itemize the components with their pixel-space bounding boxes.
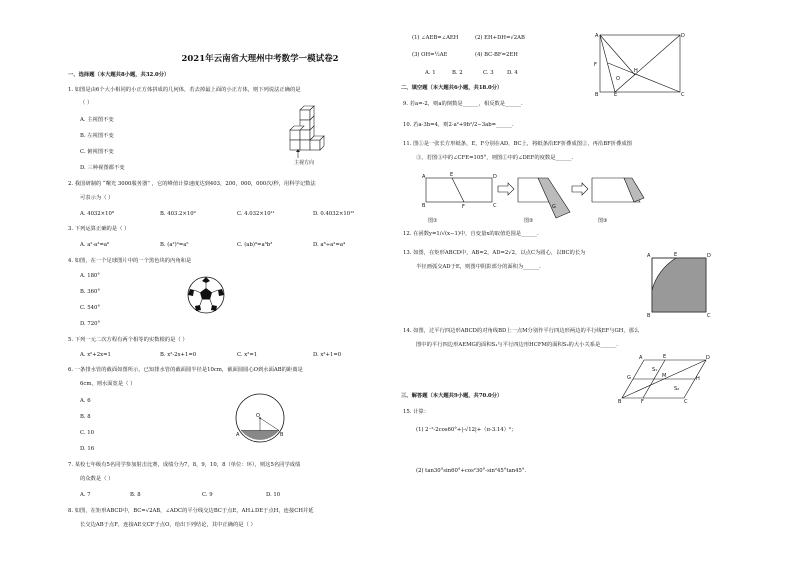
q14-label-s2: S₂	[674, 386, 680, 392]
q11-label-b: B	[422, 203, 426, 209]
q8-stem-cont: 长交边AB于点F，连接AE交CF于点O，给出下列结论，其中正确的是（ ）	[80, 522, 256, 528]
q4-stem: 4. 如图，在一个足球图片中的一个黑色块的内角和是	[68, 258, 192, 264]
q2-option-b: B. 403.2×10⁹	[160, 211, 196, 217]
q8-label-b: B	[595, 92, 599, 98]
q1-view-direction-label: 主视方向	[294, 160, 315, 166]
q1-option-b: B. 左视图不变	[80, 133, 114, 139]
q14-label-h: H	[696, 376, 700, 382]
q3-option-d: D. a⁸÷a²=a⁴	[313, 242, 346, 248]
q13-label-d: D	[707, 253, 711, 259]
q8-item-3: (3) OH=½AE	[412, 52, 448, 58]
q7-stem: 7. 某校七年级有5名同学参加射击比赛，成绩分为7，8，9，10，8（单位：环），则这5名同学成绩	[68, 462, 301, 468]
q11-stem-cont: ③，若图③中的∠CFE=105°，则图①中的∠DEF的度数是______.	[416, 155, 574, 161]
q4-option-c: C. 540°	[80, 305, 100, 311]
q14-parallelogram-figure	[618, 352, 710, 404]
q4-option-b: B. 360°	[80, 289, 101, 295]
q6-option-c: C. 10	[80, 430, 94, 436]
q11-label-a: A	[422, 174, 426, 180]
q4-option-a: A. 180°	[80, 273, 100, 279]
q6-option-b: B. 8	[80, 414, 91, 420]
q15-part-2: (2) tan30°sin60°+cos²30°-sin²45°tan45°.	[416, 468, 527, 474]
q3-option-b: B. (a²)³=a⁵	[160, 242, 189, 248]
q1-option-d: D. 三种视图都不变	[80, 165, 125, 171]
q4-option-d: D. 720°	[80, 321, 101, 327]
q4-soccer-ball-figure	[186, 275, 226, 315]
page-title: 2021年云南省大理州中考数学一模试卷2	[181, 54, 339, 64]
q11-label-d: D	[493, 174, 497, 180]
q2-option-d: D. 0.4032×10¹²	[313, 211, 355, 217]
q14-label-d: D	[706, 355, 710, 361]
q14-label-m: M	[662, 373, 667, 379]
section-fill-heading: 二、填空题（本大题共6小题，共18.0分）	[401, 85, 503, 91]
q13-label-b: B	[647, 313, 651, 319]
q7-option-a: A. 7	[80, 492, 91, 498]
q8-option-c: C. 3	[483, 70, 494, 76]
q8-rectangle-figure	[594, 30, 686, 96]
q8-label-h: H	[634, 68, 638, 74]
q10-stem: 10. 若a-3b=4，则2·a²+9b²/2−3ab=______.	[403, 122, 514, 128]
q13-stem-cont: 半径画弧交AD于E，则图中阴影部分的面积为______.	[416, 264, 541, 270]
q2-stem-cont: 可表示为（ ）	[80, 195, 114, 201]
q8-stem: 8. 如图，在矩形ABCD中，BC=√2AB，∠ADC的平分线交边BC于点E，AH⊥DE于点H，连接CH并延	[68, 508, 314, 514]
q1-option-a: A. 主视图不变	[80, 117, 114, 123]
q14-label-a: A	[639, 355, 643, 361]
q3-option-a: A. a²·a³=a⁶	[80, 242, 110, 248]
q7-option-b: B. 8	[130, 492, 141, 498]
q8-item-1: (1) ∠AEB=∠AEH	[412, 35, 459, 41]
q13-label-c: C	[707, 313, 711, 319]
q2-stem: 2. 我国研制的 “曙光 3000服务器” ，它的峰值计算速度达到403，200，000，000次/秒，用科学记数法	[68, 181, 316, 187]
q8-option-d: D. 4	[507, 70, 518, 76]
q5-option-d: D. x²+1=0	[313, 352, 342, 358]
q11-label-e: E	[450, 172, 454, 178]
q3-stem: 3. 下列运算正确的是（ ）	[68, 226, 130, 232]
q15-stem: 15. 计算：	[403, 409, 429, 415]
q13-label-e: E	[674, 252, 678, 258]
q8-label-a: A	[595, 33, 599, 39]
q8-label-o: O	[616, 76, 620, 82]
q6-stem-cont: 6cm，则水面宽是（ ）	[80, 381, 136, 387]
q13-label-a: A	[647, 253, 651, 259]
q14-label-c: C	[684, 399, 688, 405]
q5-option-c: C. x²=1	[237, 352, 258, 358]
q11-folding-figure	[420, 168, 660, 224]
q14-label-f: F	[641, 399, 644, 405]
q1-paren: （ ）	[80, 100, 93, 106]
q14-stem-cont: 图中的平行四边形AEMG的面积S₁与平行四边形HCFM的面积S₂的大小关系是______.	[416, 342, 618, 348]
q11-label-c: C	[493, 203, 497, 209]
q8-label-c: C	[681, 92, 685, 98]
q6-pipe-figure	[234, 392, 286, 444]
q8-option-a: A. 1	[425, 70, 436, 76]
q5-option-a: A. x²+2x=1	[80, 352, 111, 358]
q7-stem-cont: 的众数是（ ）	[80, 476, 114, 482]
q6-option-a: A. 6	[80, 398, 91, 404]
q11-label-f: F	[462, 204, 465, 210]
q8-label-e: E	[614, 92, 618, 98]
q6-label-b: B	[280, 432, 284, 438]
q15-part-1: (1) 2⁻²-2cos60°+|-√12|+（π-3.14）⁰；	[416, 427, 517, 433]
section-choice-heading: 一、选择题（本大题共8小题，共32.0分）	[68, 72, 170, 78]
q13-stem: 13. 如图，在矩形ABCD中，AB=2，AD=2√2，以点C为圆心，以BC的长为	[403, 250, 586, 256]
q14-label-s1: S₁	[652, 367, 658, 373]
q6-label-a: A	[236, 432, 240, 438]
q1-cube-figure	[288, 108, 338, 166]
q11-fig2-caption: 图②	[524, 218, 534, 224]
q2-option-a: A. 4032×10⁸	[80, 211, 114, 217]
q8-label-f: F	[594, 62, 597, 68]
q14-stem: 14. 如图，过平行四边形ABCD的对角线BD上一点M分别作平行四边形两边的平行线EF与GH，那么	[403, 328, 640, 334]
q11-fig1-caption: 图①	[428, 218, 438, 224]
q3-option-c: C. (ab)³=a³b³	[237, 242, 273, 248]
q8-label-d: D	[681, 33, 685, 39]
q2-option-c: C. 4.032×10¹¹	[237, 211, 275, 217]
q11-stem: 11. 图①是一张长方形纸条，E，F分别在AD，BC上，将纸条沿EF折叠成图②，再沿BF折叠成图	[403, 141, 632, 147]
q8-item-2: (2) EH+DH=√2AB	[475, 35, 525, 41]
q5-option-b: B. x²-2x+1=0	[160, 352, 197, 358]
q8-item-4: (4) BC-BF=2EH	[475, 52, 518, 58]
q13-rectangle-arc-figure	[646, 250, 712, 318]
q6-stem: 6. 一条排水管的截面如图所示，已知排水管的截面圆半径是10cm，截面圆圆心O到水面AB的距离是	[68, 367, 303, 373]
q8-option-b: B. 2	[452, 70, 463, 76]
q1-stem: 1. 如图是由6个大小相同的小正方体拼成的几何体，若去掉最上面的小正方体，则下列说法正确的是	[68, 87, 301, 93]
q12-stem: 12. 在函数y=1/√(x−1)中，自变量x的取值范围是______.	[403, 231, 539, 237]
q14-label-e: E	[663, 354, 667, 360]
q1-option-c: C. 俯视图不变	[80, 149, 114, 155]
q5-stem: 5. 下列一元二次方程有两个相等的实数根的是（ ）	[68, 337, 188, 343]
q11-fig3-caption: 图③	[598, 218, 608, 224]
q14-label-b: B	[618, 399, 622, 405]
q6-label-o: O	[256, 413, 260, 419]
q7-option-c: C. 9	[202, 492, 213, 498]
section-answer-heading: 三、解答题（本大题共9小题，共70.0分）	[401, 393, 503, 399]
q6-option-d: D. 16	[80, 446, 95, 452]
q14-label-g: G	[627, 375, 631, 381]
q11-label-g: G	[552, 204, 556, 210]
q7-option-d: D. 10	[266, 492, 281, 498]
q9-stem: 9. 若a=-2，则a的倒数是______，相反数是______.	[403, 101, 523, 107]
